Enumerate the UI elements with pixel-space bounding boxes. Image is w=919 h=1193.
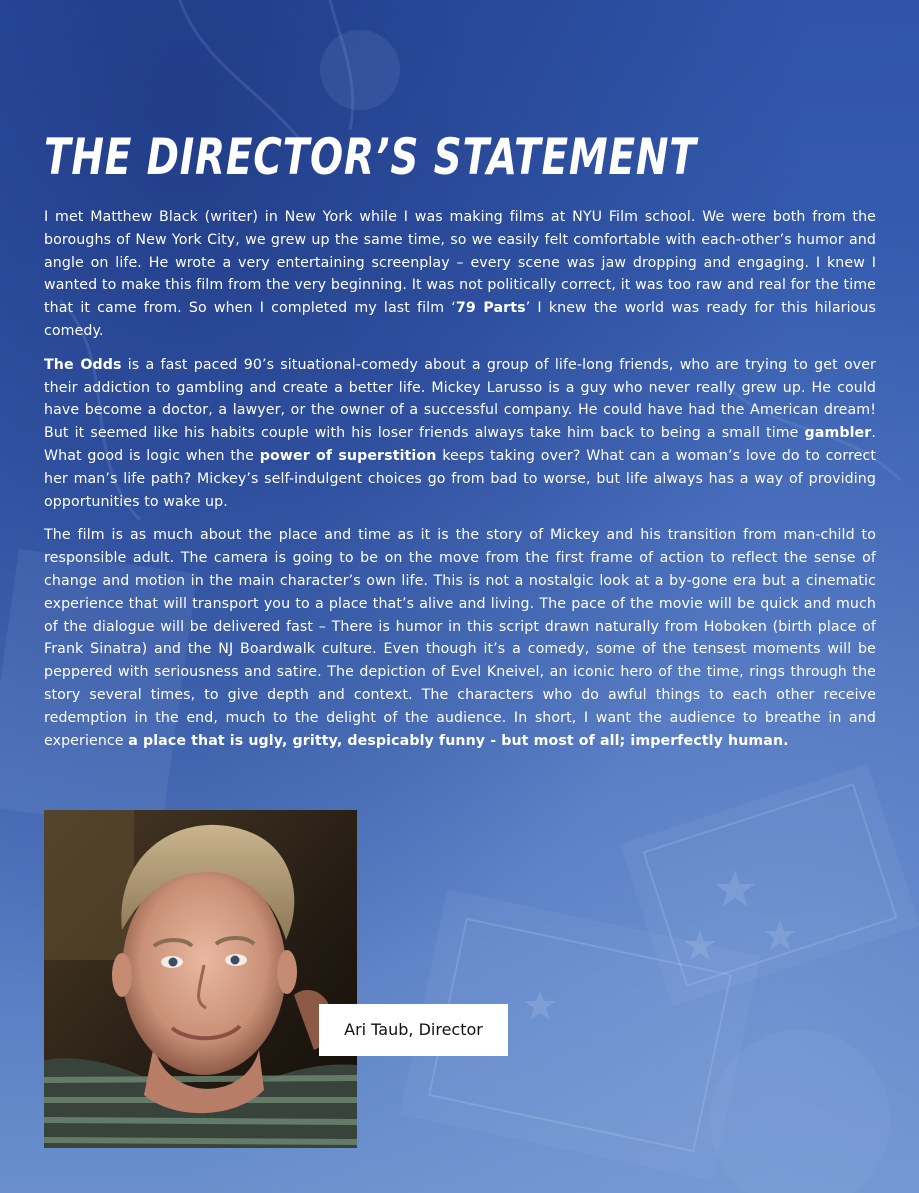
closing-emphasis: a place that is ugly, gritty, despicably funny - but most of all; imperfectly human. [128, 732, 789, 749]
film-title-the-odds: The Odds [44, 356, 122, 373]
page-title: THE DIRECTOR’S STATEMENT [44, 128, 697, 186]
director-portrait-icon [44, 810, 357, 1148]
paragraph-3-text: The film is as much about the place and time as it is the story of Mickey and his transition from man-child to responsible adult. The camera is going to be on the move from the first frame of action to reflect the sense of change and motion in the main character’s own life. This is not a nostalgic look at a by-gone era but a cinematic experience that will transport you to a place that’s alive and living. The pace of the movie will be quick and much of the dialogue will be delivered fast – There is humor in this script drawn naturally from Hoboken (birth place of Frank Sinatra) and the NJ Boardwalk culture. Even though it’s a comedy, some of the tensest moments will be peppered with seriousness and satire. The depiction of Evel Kneivel, an iconic hero of the time, rings through the story several times, to give depth and context. The characters who do awful things to each other receive redemption in the end, much to the delight of the audience. In short, I want the audience to breathe in and experience [44, 527, 876, 749]
paragraph-2-text-2: . What good is logic when the [44, 425, 876, 464]
director-photo [44, 810, 357, 1148]
paragraph-2 [44, 354, 876, 514]
paragraph-1-text: I met Matthew Black (writer) in New York while I was making films at NYU Film school. We were both from the boroughs of New York City, we grew up the same time, so we easily felt comfortable with each-other’s humor and angle on life. He wrote a very entertaining screenplay – every scene was jaw dropping and engaging. I knew I wanted to make this film from the very beginning. It was not politically correct, it was too raw and real for the time that it came from. So when I completed my last film ‘ [44, 209, 876, 317]
emphasis-superstition: power of superstition [259, 447, 437, 464]
film-title-79-parts: 79 Parts [455, 300, 526, 317]
emphasis-gambler: gambler [804, 425, 872, 442]
statement-body [44, 206, 876, 763]
paragraph-3 [44, 524, 876, 752]
paragraph-2-end: keeps taking over? What can a woman’s love do to correct her man’s life path? Mickey’s self-indulgent choices go from bad to worse, but life always has a way of providing opportunities to wake up. [44, 447, 877, 510]
photo-caption: Ari Taub, Director [319, 1004, 508, 1056]
paragraph-1 [44, 206, 876, 343]
paragraph-2-text: is a fast paced 90’s situational-comedy about a group of life-long friends, who are trying to get over their addiction to gambling and create a better life. Mickey Larusso is a guy who never really grew up. He could have become a doctor, a lawyer, or the owner of a successful company. He could have had the American dream! But it seemed like his habits couple with his loser friends always take him back to being a small time [44, 356, 876, 442]
paragraph-1-end: ’ I knew the world was ready for this hilarious comedy. [44, 300, 876, 339]
